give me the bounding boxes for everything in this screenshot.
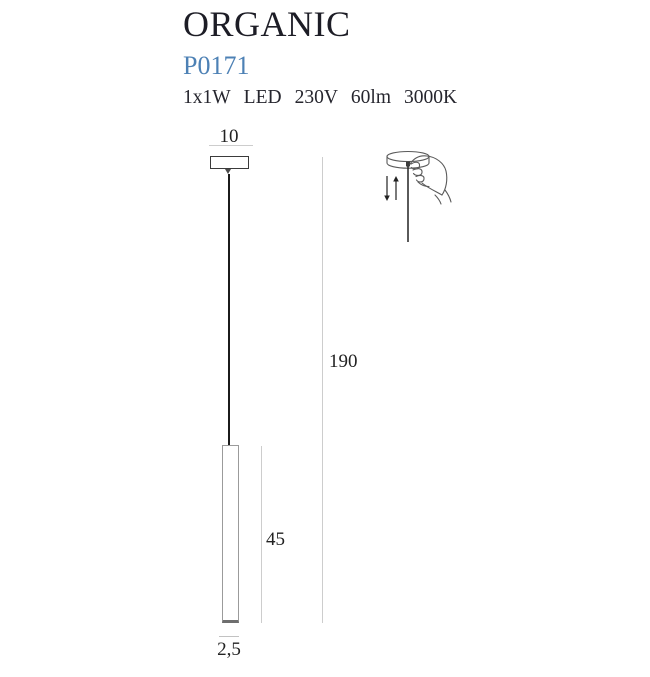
product-code: P0171 (183, 51, 250, 80)
cable-lock-icon (406, 162, 410, 167)
spec-luminous-flux: 60lm (350, 87, 391, 108)
product-specs (183, 88, 457, 108)
total-height-dim-line (322, 157, 323, 623)
canopy-top-icon (387, 152, 429, 162)
spec-voltage: 230V (294, 87, 338, 108)
suspension-cable (228, 174, 230, 445)
tube-length-dim-label: 45 (266, 529, 285, 550)
tube-diameter-dim-label: 2,5 (217, 639, 241, 660)
spec-light-source: LED (243, 87, 282, 108)
tube-diameter-dim-line (219, 636, 239, 637)
spec-color-temperature: 3000K (404, 87, 458, 108)
arrow-down-icon (384, 176, 390, 201)
product-title: ORGANIC (183, 4, 351, 44)
total-height-dim-label: 190 (329, 351, 358, 372)
spec-wattage: 1x1W (183, 87, 231, 108)
height-adjustment-illustration (365, 140, 460, 250)
tube-length-dim-line (261, 446, 262, 623)
canopy-width-dim-label: 10 (219, 126, 239, 147)
pendant-tube (222, 445, 239, 623)
hand-icon (410, 156, 451, 204)
ceiling-canopy (210, 156, 249, 169)
arrow-up-icon (393, 176, 399, 200)
